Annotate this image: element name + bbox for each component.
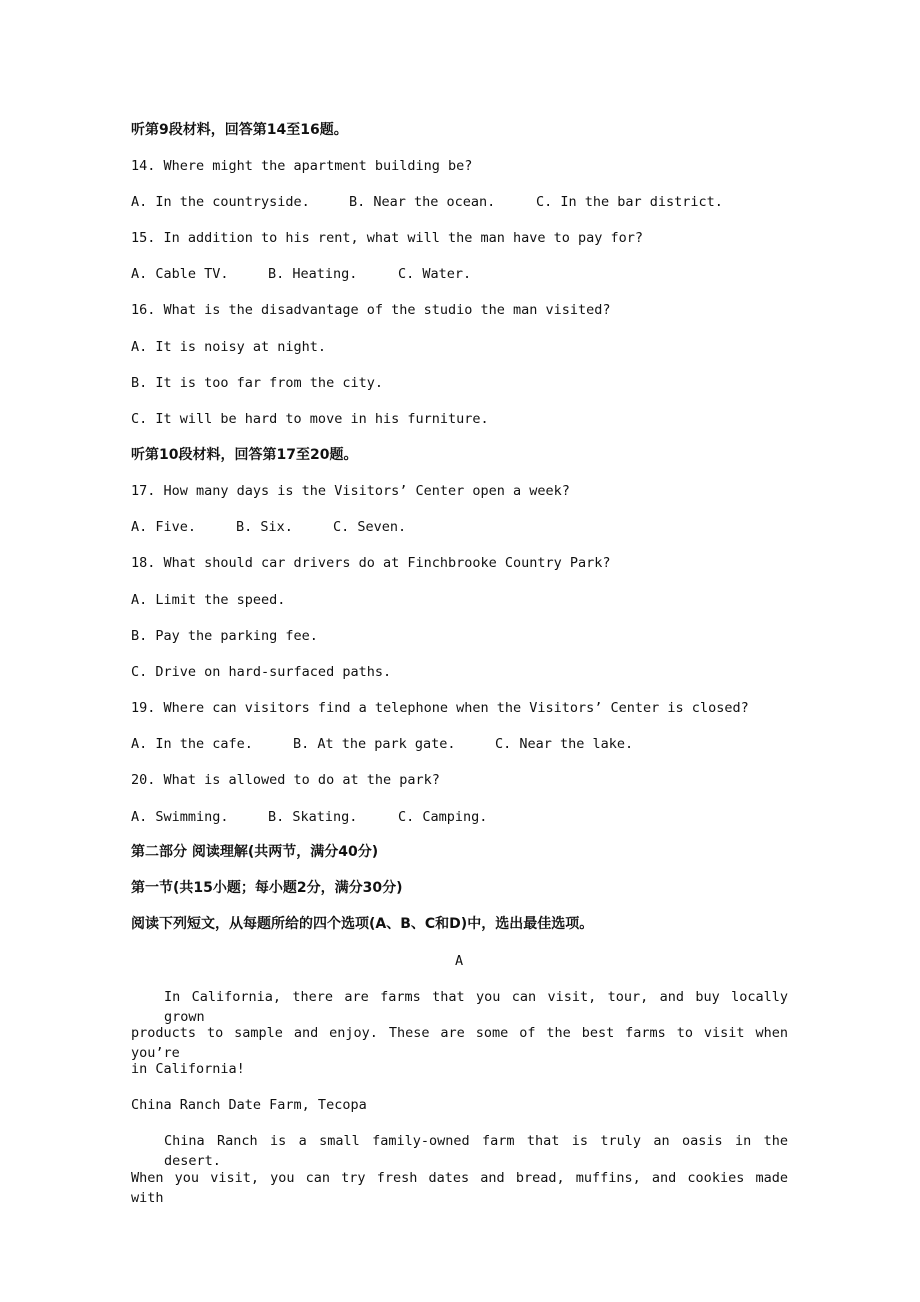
option: A. Cable TV. (131, 266, 229, 282)
option: B. It is too far from the city. (131, 375, 383, 391)
farm-subheading: China Ranch Date Farm, Tecopa (131, 1097, 367, 1113)
question-19: 19. Where can visitors find a telephone when the Visitors’ Center is closed? (131, 700, 749, 716)
option: B. Six. (236, 519, 293, 535)
paragraph-line: products to sample and enjoy. These are some of the best farms to visit when you’re (131, 1025, 788, 1061)
paragraph-line: When you visit, you can try fresh dates and bread, muffins, and cookies made with (131, 1170, 788, 1206)
paragraph-line: in California! (131, 1061, 245, 1077)
question-17: 17. How many days is the Visitors’ Center open a week? (131, 483, 570, 499)
question-15: 15. In addition to his rent, what will the man have to pay for? (131, 230, 644, 246)
option: C. It will be hard to move in his furniture. (131, 411, 489, 427)
option: B. At the park gate. (293, 736, 456, 752)
option: A. Five. (131, 519, 197, 535)
option: A. Limit the speed. (131, 592, 286, 608)
paragraph-line: In California, there are farms that you can visit, tour, and buy locally grown (164, 989, 788, 1025)
option: B. Skating. (268, 809, 358, 825)
option: A. It is noisy at night. (131, 339, 327, 355)
option: A. In the cafe. (131, 736, 253, 752)
option: C. In the bar district. (536, 194, 723, 210)
question-16: 16. What is the disadvantage of the studio the man visited? (131, 302, 611, 318)
instructions: 阅读下列短文，从每题所给的四个选项(A、B、C和D)中，选出最佳选项。 (131, 916, 594, 932)
question-20: 20. What is allowed to do at the park? (131, 772, 440, 788)
option: A. In the countryside. (131, 194, 310, 210)
option: B. Near the ocean. (349, 194, 496, 210)
option: B. Heating. (268, 266, 358, 282)
option: C. Near the lake. (495, 736, 634, 752)
option: C. Drive on hard-surfaced paths. (131, 664, 392, 680)
option: C. Seven. (333, 519, 407, 535)
option: A. Swimming. (131, 809, 229, 825)
section9-heading: 听第9段材料，回答第14至16题。 (131, 122, 348, 138)
option: C. Camping. (398, 809, 488, 825)
part2-heading: 第二部分 阅读理解(共两节，满分40分) (131, 844, 379, 860)
question-18: 18. What should car drivers do at Finchbrooke Country Park? (131, 555, 611, 571)
question-14: 14. Where might the apartment building be? (131, 158, 473, 174)
option: B. Pay the parking fee. (131, 628, 318, 644)
section1-heading: 第一节(共15小题；每小题2分，满分30分) (131, 880, 403, 896)
paragraph-line: China Ranch is a small family-owned farm that is truly an oasis in the desert. (164, 1133, 788, 1169)
section10-heading: 听第10段材料，回答第17至20题。 (131, 447, 358, 463)
option: C. Water. (398, 266, 472, 282)
passage-label: A (455, 953, 464, 969)
